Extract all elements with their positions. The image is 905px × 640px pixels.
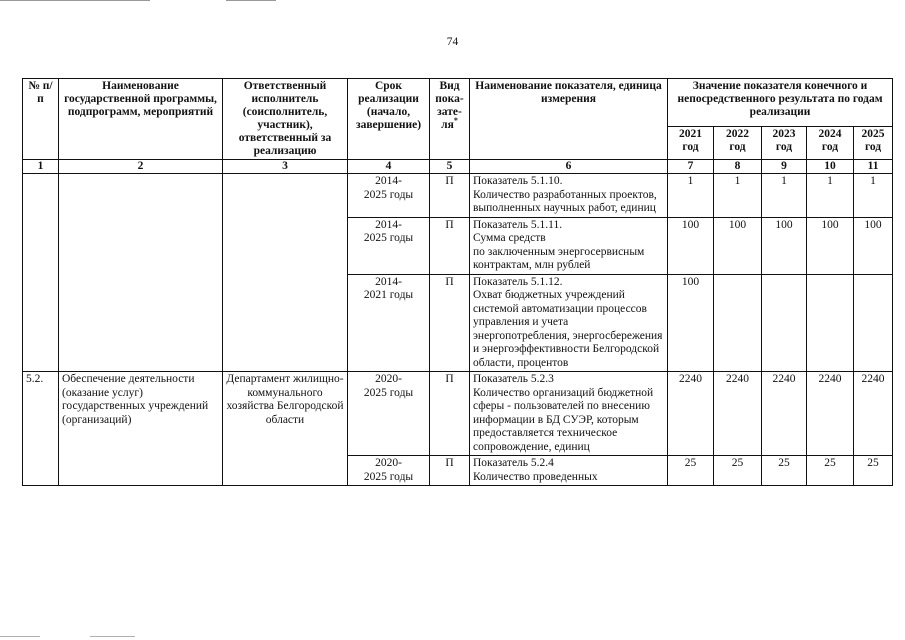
cell-indicator: [470, 174, 668, 218]
column-number: 4: [348, 160, 430, 174]
cell-value-2021: 2240: [668, 372, 714, 456]
column-number: 6: [470, 160, 668, 174]
cell-value-2021: 100: [668, 217, 714, 274]
cell-value-2025: 100: [854, 217, 893, 274]
table-row: [23, 372, 893, 456]
scan-edge-line-mid: [226, 0, 276, 1]
header-year: 2022 год: [714, 126, 762, 159]
cell-term-text: 2014- 2025 годы: [363, 218, 414, 244]
cell-indicator: [470, 217, 668, 274]
scan-edge-line-left: [0, 0, 150, 1]
cell-term: [348, 217, 430, 274]
cell-value-2024: 1: [807, 174, 854, 218]
column-number: 5: [430, 160, 470, 174]
cell-term-text: 2014- 2025 годы: [363, 175, 414, 201]
header-year: 2021 год: [668, 126, 714, 159]
cell-value-2022: 2240: [714, 372, 762, 456]
header-num: № п/п: [23, 79, 59, 160]
cell-value-2022: 1: [714, 174, 762, 218]
header-year: 2024 год: [807, 126, 854, 159]
header-kind-text: Вид пока-зате-ля: [435, 80, 464, 131]
cell-program-name: [59, 174, 223, 372]
cell-indicator-text: Показатель 5.1.11. Сумма средств по заключенным энергосервисным контрактам, млн рублей: [473, 218, 645, 271]
cell-executor: Департамент жилищно-коммунального хозяйства Белгородской области: [223, 372, 348, 486]
column-number: 2: [59, 160, 223, 174]
cell-value-2025: 1: [854, 174, 893, 218]
scan-edge-line-bottom-mid: [90, 636, 135, 637]
cell-term: [348, 274, 430, 372]
cell-value-2025: 2240: [854, 372, 893, 456]
cell-value-2024: 2240: [807, 372, 854, 456]
cell-value-2022: 100: [714, 217, 762, 274]
cell-value-2021: 1: [668, 174, 714, 218]
header-program-name: Наименование государственной программы, подпрограмм, мероприятий: [59, 79, 223, 160]
header-kind-footnote-mark: *: [453, 116, 458, 126]
cell-indicator: [470, 372, 668, 456]
indicator-table-wrapper: [22, 78, 885, 486]
table-row: [23, 174, 893, 218]
cell-indicator: [470, 456, 668, 486]
column-number: 3: [223, 160, 348, 174]
table-body: [23, 174, 893, 486]
cell-value-2024: [807, 274, 854, 372]
cell-value-2022: 25: [714, 456, 762, 486]
cell-term: [348, 372, 430, 456]
header-year: 2025 год: [854, 126, 893, 159]
cell-indicator-text: Показатель 5.2.4 Количество проведенных: [473, 457, 598, 483]
cell-value-2024: 25: [807, 456, 854, 486]
cell-value-2023: [762, 274, 807, 372]
header-row-top: [23, 79, 893, 127]
header-year: 2023 год: [762, 126, 807, 159]
cell-kind: П: [430, 174, 470, 218]
cell-num: [23, 174, 59, 372]
cell-value-2023: 25: [762, 456, 807, 486]
header-kind: [430, 79, 470, 160]
column-number-row: [23, 160, 893, 174]
cell-value-2022: [714, 274, 762, 372]
cell-value-2025: [854, 274, 893, 372]
cell-program-name: Обеспечение деятельности (оказание услуг) государственных учреждений (организаций): [59, 372, 223, 486]
cell-term: [348, 174, 430, 218]
column-number: 1: [23, 160, 59, 174]
cell-executor: [223, 174, 348, 372]
indicator-table: [22, 78, 893, 486]
cell-kind: П: [430, 456, 470, 486]
cell-indicator-text: Показатель 5.2.3 Количество организаций бюджетной сферы - пользователей по внесению информации в БД СУЭР, которым предоставляется техническое сопровождение, единиц: [473, 373, 654, 453]
cell-value-2021: 25: [668, 456, 714, 486]
header-values-group: Значение показателя конечного и непосредственного результата по годам реализации: [668, 79, 893, 127]
column-number: 8: [714, 160, 762, 174]
scan-edge-line-bottom: [0, 636, 40, 637]
cell-value-2024: 100: [807, 217, 854, 274]
cell-indicator: [470, 274, 668, 372]
cell-term-text: 2020- 2025 годы: [363, 457, 414, 483]
cell-num: 5.2.: [23, 372, 59, 486]
cell-value-2023: 100: [762, 217, 807, 274]
header-indicator: Наименование показателя, единица измерения: [470, 79, 668, 160]
cell-kind: П: [430, 372, 470, 456]
cell-value-2025: 25: [854, 456, 893, 486]
cell-term-text: 2020- 2025 годы: [363, 373, 414, 399]
column-number: 7: [668, 160, 714, 174]
cell-indicator-text: Показатель 5.1.10. Количество разработанных проектов, выполненных научных работ, единиц: [473, 175, 657, 214]
page-number: 74: [446, 36, 459, 48]
column-number: 9: [762, 160, 807, 174]
column-number: 11: [854, 160, 893, 174]
header-term: Срок реализации (начало, завершение): [348, 79, 430, 160]
cell-kind: П: [430, 274, 470, 372]
column-number: 10: [807, 160, 854, 174]
cell-term-text: 2014- 2021 годы: [363, 275, 414, 301]
header-executor: Ответственный исполнитель (соисполнитель, участник), ответственный за реализацию: [223, 79, 348, 160]
cell-indicator-text: Показатель 5.1.12. Охват бюджетных учреждений системой автоматизации процессов управления и учета энергопотребления, энергосбережения и энергоэффективности Белгородской области, процентов: [473, 275, 663, 369]
cell-term: [348, 456, 430, 486]
cell-kind: П: [430, 217, 470, 274]
cell-value-2021: 100: [668, 274, 714, 372]
cell-value-2023: 2240: [762, 372, 807, 456]
cell-value-2023: 1: [762, 174, 807, 218]
